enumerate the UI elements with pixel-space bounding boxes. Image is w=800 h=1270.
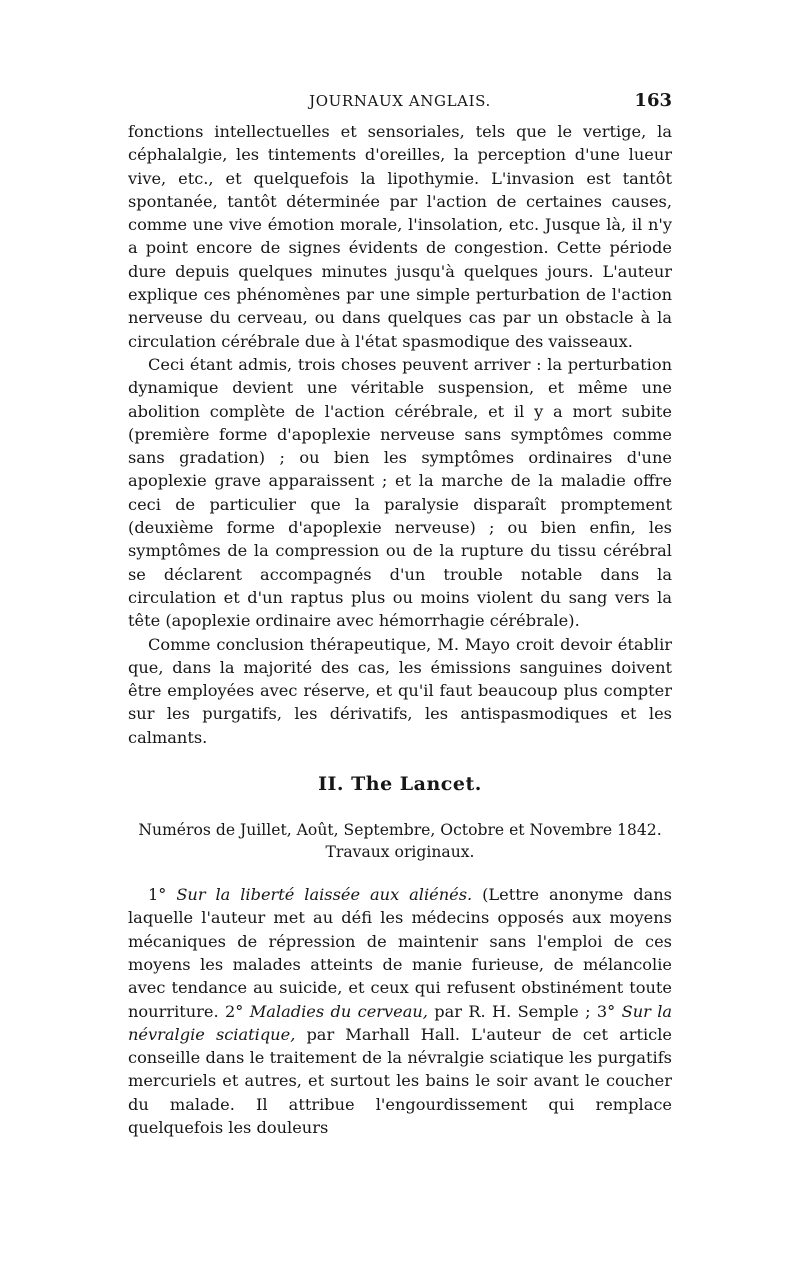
item-text-3: par Marhall Hall. L'auteur de cet article conseille dans le traitement de la névralgie sciatique les purgatifs mercuriels et autres, et surtout les bains le soir avant le coucher du malade. Il attribue l'engourdissement qui remplace quelquefois les douleurs	[128, 1024, 672, 1137]
paragraph-therapeutic-conclusion: Comme conclusion thérapeutique, M. Mayo croit devoir établir que, dans la majorité des cas, les émissions sanguines doivent être employées avec réserve, et qu'il faut beaucoup plus compter sur les purgatifs, les dérivatifs, les antispasmodiques et les calmants.	[128, 634, 672, 747]
item-number-1: 1°	[148, 885, 177, 905]
item-title-1: Sur la liberté laissée aux aliénés.	[176, 885, 473, 905]
item-title-2: Maladies du cerveau,	[249, 1001, 428, 1021]
section-subheading: Travaux originaux.	[325, 843, 475, 862]
page-number: 163	[634, 90, 672, 111]
paragraph-original-works	[128, 883, 672, 1139]
item-number-2: 2°	[218, 1001, 250, 1021]
paragraph-continued: fonctions intellectuelles et sensoriales, tels que le vertige, la céphalalgie, les tintements d'oreilles, la perception d'une lueur vive, etc., et quelquefois la lipothymie. L'invasion est tantôt spontanée, tantôt déterminée par l'action de certaines causes, comme une vive émotion morale, l'insolation, etc. Jusque là, il n'y a point encore de signes évidents de congestion. Cette période dure depuis quelques minutes jusqu'à quelques jours. L'auteur explique ces phénomènes par une simple perturbation de l'action nerveuse du cerveau, ou dans quelques cas par un obstacle à la circulation cérébrale due à l'état spasmodique des vaisseaux.	[128, 122, 672, 351]
book-page	[128, 86, 672, 1139]
paragraph-apoplexy-forms: Ceci étant admis, trois choses peuvent arriver : la perturbation dynamique devient une véritable suspension, et même une abolition complète de l'action cérébrale, et il y a mort subite (première forme d'apoplexie nerveuse sans symptômes comme sans gradation) ; ou bien les symptômes ordinaires d'une apoplexie grave apparaissent ; et la marche de la maladie offre ceci de particulier que la paralysie disparaît promptement (deuxième forme d'apoplexie nerveuse) ; ou bien enfin, les symptômes de la compression ou de la rupture du tissu cérébral se déclarent accompagnés d'un trouble notable dans la circulation et d'un raptus plus ou moins violent du sang vers la tête (apoplexie ordinaire avec hémorrhagie cérébrale).	[128, 354, 672, 631]
running-header	[128, 86, 672, 114]
section-issues: Numéros de Juillet, Août, Septembre, Octobre et Novembre 1842.	[138, 821, 662, 840]
item-text-2: par R. H. Semple ;	[427, 1001, 597, 1021]
item-text-1: (Lettre anonyme dans laquelle l'auteur met au défi les médecins opposés aux moyens mécaniques de répression de maintenir sans l'emploi de ces moyens les malades atteints de manie furieuse, de mélancolie avec tendance au suicide, et ceux qui refusent obstinément toute nourriture.	[128, 885, 672, 1021]
item-title-3: Sur la névralgie sciatique,	[128, 1001, 673, 1044]
running-title: JOURNAUX ANGLAIS.	[309, 92, 491, 110]
section-title: II. The Lancet.	[318, 773, 482, 796]
item-number-3: 3°	[596, 1001, 622, 1021]
